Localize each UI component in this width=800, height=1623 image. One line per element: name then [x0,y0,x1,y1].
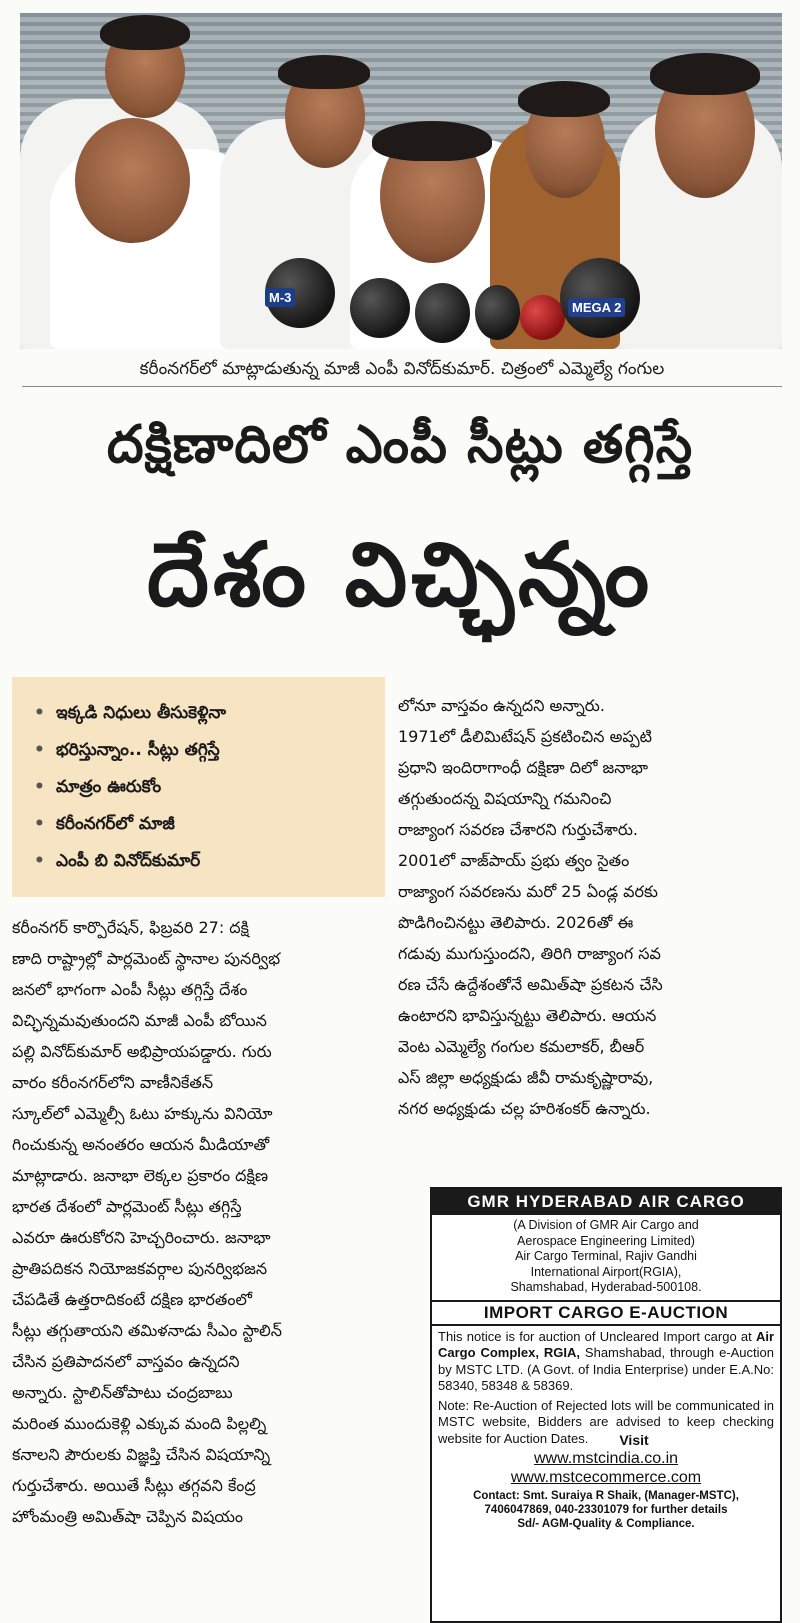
article-text-line: జనలో భాగంగా ఎంపీ సీట్లు తగ్గిస్తే దేశం [12,980,248,999]
article-text-line: 1971లో డీలిమిటేషన్ ప్రకటించిన అప్పటి [398,727,652,746]
microphone-icon [350,278,410,338]
hair [100,15,190,50]
article-text-line: చేపడితే ఉత్తరాదికంటే దక్షిణ భారతంలో [12,1290,252,1309]
article-text-line: ప్రధాని ఇందిరాగాంధీ దక్షిణా దిలో జనాభా [398,758,649,777]
article-text-line: నగర అధ్యక్షుడు చల్ల హరిశంకర్ ఉన్నారు. [398,1099,651,1118]
ad-sub-line: Air Cargo Terminal, Rajiv Gandhi [515,1249,697,1263]
ad-notice-text [432,1326,780,1395]
ad-title: IMPORT CARGO E-AUCTION [432,1302,780,1326]
ad-company-details [432,1215,780,1302]
article-text-line: అన్నారు. స్టాలిన్‌తోపాటు చంద్రబాబు [12,1383,233,1402]
ad-sub-line: (A Division of GMR Air Cargo and [513,1218,699,1232]
highlights-box [12,677,385,897]
highlight-text: మాత్రం ఊరుకోం [56,777,162,797]
article-text-line: వారం కరీంనగర్‌లోని వాణీనికేతన్ [12,1073,214,1092]
article-text-line: కనాలని పౌరులకు విజ్ఞప్తి చేసిన విషయాన్ని [12,1445,271,1464]
article-text-line: రణ చేసే ఉద్దేశంతోనే అమిత్‌షా ప్రకటన చేసి [398,975,663,994]
article-text-line: సీట్లు తగ్గుతాయని తమిళనాడు సీఎం స్టాలిన్ [12,1321,282,1340]
article-text-line: విచ్ఛిన్నమవుతుందని మాజీ ఎంపీ బోయిన [12,1011,267,1030]
microphone-icon [475,285,520,340]
article-text-line: పొడిగించినట్టు తెలిపారు. 2026తో ఈ [398,913,634,932]
article-text-line: మాట్లాడారు. జనాభా లెక్కల ప్రకారం దక్షిణ [12,1166,269,1185]
article-text-line: గించుకున్న అనంతరం ఆయన మీడియాతో [12,1135,270,1154]
hair [518,81,610,117]
microphone-icon [415,283,470,343]
ad-body-bold: Air Cargo Complex, RGIA, [438,1328,774,1361]
ad-contact-line: Contact: Smt. Suraiya R Shaik, (Manager-MSTC), [473,1489,739,1502]
highlight-continuation [34,732,371,769]
article-text-line: వెంట ఎమ్మెల్యే గంగుల కమలాకర్, బీఆర్ [398,1037,645,1056]
ad-sub-line: Shamshabad, Hyderabad-500108. [510,1280,702,1294]
article-column-left [12,912,390,1532]
face [75,118,190,243]
article-text-line: ప్రాతిపదికన నియోజకవర్గాల పునర్విభజన [12,1259,268,1278]
article-text-line: పల్లి వినోద్‌కుమార్ అభిప్రాయపడ్డారు. గురు [12,1042,272,1061]
highlight-text: ఎంపీ బి వినోద్‌కుమార్ [56,851,201,871]
ad-contact-line: Sd/- AGM-Quality & Compliance. [517,1517,695,1530]
headline-line-2: దేశం విచ్ఛిన్నం [146,523,654,626]
article-text-line: ఎవరూ ఊరుకోరని హెచ్చరించారు. జనాభా [12,1228,271,1247]
mic-channel-badge: MEGA 2 [568,298,625,317]
article-text-line: కరీంనగర్ కార్పొరేషన్, ఫిబ్రవరి 27: దక్షి [12,918,249,937]
headline-line-1: దక్షిణాదిలో ఎంపీ సీట్లు తగ్గిస్తే [106,415,694,475]
article-text-line: రాజ్యాంగ సవరణ చేశారని గుర్తుచేశారు. [398,820,638,839]
highlight-continuation [34,769,371,806]
article-column-right [398,690,780,1124]
article-text-line: ణాది రాష్ట్రాల్లో పార్లమెంట్ స్థానాల పునర్విభ [12,949,281,968]
article-text-line: లోనూ వాస్తవం ఉన్నదని అన్నారు. [398,696,605,715]
article-text-line: రాజ్యాంగ సవరణను మరో 25 ఏండ్ల వరకు [398,882,658,901]
highlight-continuation [34,843,371,880]
ad-url-link[interactable]: www.mstcecommerce.com [510,1468,702,1486]
article-text-line: హోంమంత్రి అమిత్‌షా చెప్పిన విషయం [12,1507,244,1526]
article-text-line: ఉంటారని భావిస్తున్నట్టు తెలిపారు. ఆయన [398,1006,657,1025]
article-text-line: 2001లో వాజ్‌పాయ్ ప్రభు త్వం సైతం [398,851,630,870]
article-text-line: ఎస్ జిల్లా అధ్యక్షుడు జీవీ రామకృష్ణారావు, [398,1068,654,1087]
photo-caption: కరీంనగర్‌లో మాట్లాడుతున్న మాజీ ఎంపీ వినోద్‌కుమార్. చిత్రంలో ఎమ్మెల్యే గంగుల [22,352,782,387]
microphone-icon [520,295,565,340]
highlight-bullet: • ఇక్కడి నిధులు తీసుకెళ్లినా [34,695,371,732]
cargo-auction-advertisement [430,1187,782,1623]
highlight-bullet: • కరీంనగర్‌లో మాజీ [34,806,371,843]
hair [278,55,370,89]
article-text-line: చేసిన ప్రతిపాదనలో వాస్తవం ఉన్నదని [12,1352,240,1371]
ad-contact [432,1487,780,1533]
article-text-line: గడువు ముగుస్తుందని, తిరిగి రాజ్యాంగ సవ [398,944,661,963]
article-text-line: గుర్తుచేశారు. అయితే సీట్లు తగ్గవని కేంద్ర [12,1476,256,1495]
mic-channel-badge: M-3 [265,288,295,307]
ad-banner: GMR HYDERABAD AIR CARGO [432,1189,780,1215]
news-photo [20,13,782,349]
ad-visit-label: Visit [619,1431,649,1448]
ad-contact-line: 7406047869, 040-23301079 for further details [484,1503,728,1516]
ad-body-text: Shamshabad, through e-Auction by MSTC LTD. (A Govt. of India Enterprise) under E.A.No: 58340, 58348 & 58369. [438,1345,774,1394]
ad-sub-line: International Airport(RGIA), [530,1264,682,1279]
hair [372,121,492,161]
ad-body-text: This notice is for auction of Uncleared Import cargo at [438,1328,756,1344]
article-text-line: భారత దేశంలో పార్లమెంట్ సీట్లు తగ్గిస్తే [12,1197,242,1216]
highlight-text: భరిస్తున్నాం.. సీట్లు తగ్గిస్తే [56,740,220,760]
ad-sub-line: Aerospace Engineering Limited) [517,1233,695,1248]
article-text-line: తగ్గుతుందన్న విషయాన్ని గమనించి [398,789,612,808]
article-text-line: స్కూల్‌లో ఎమ్మెల్సీ ఓటు హక్కును వినియో [12,1104,273,1123]
ad-url-link[interactable]: www.mstcindia.co.in [533,1449,679,1467]
ad-note: Note: Re-Auction of Rejected lots will be communicated in MSTC website, Bidders are advised to keep checking website for Auction Dates. [438,1397,774,1447]
hair [650,53,760,95]
article-text-line: మరింత ముందుకెళ్లి ఎక్కువ మంది పిల్లల్ని [12,1414,267,1433]
